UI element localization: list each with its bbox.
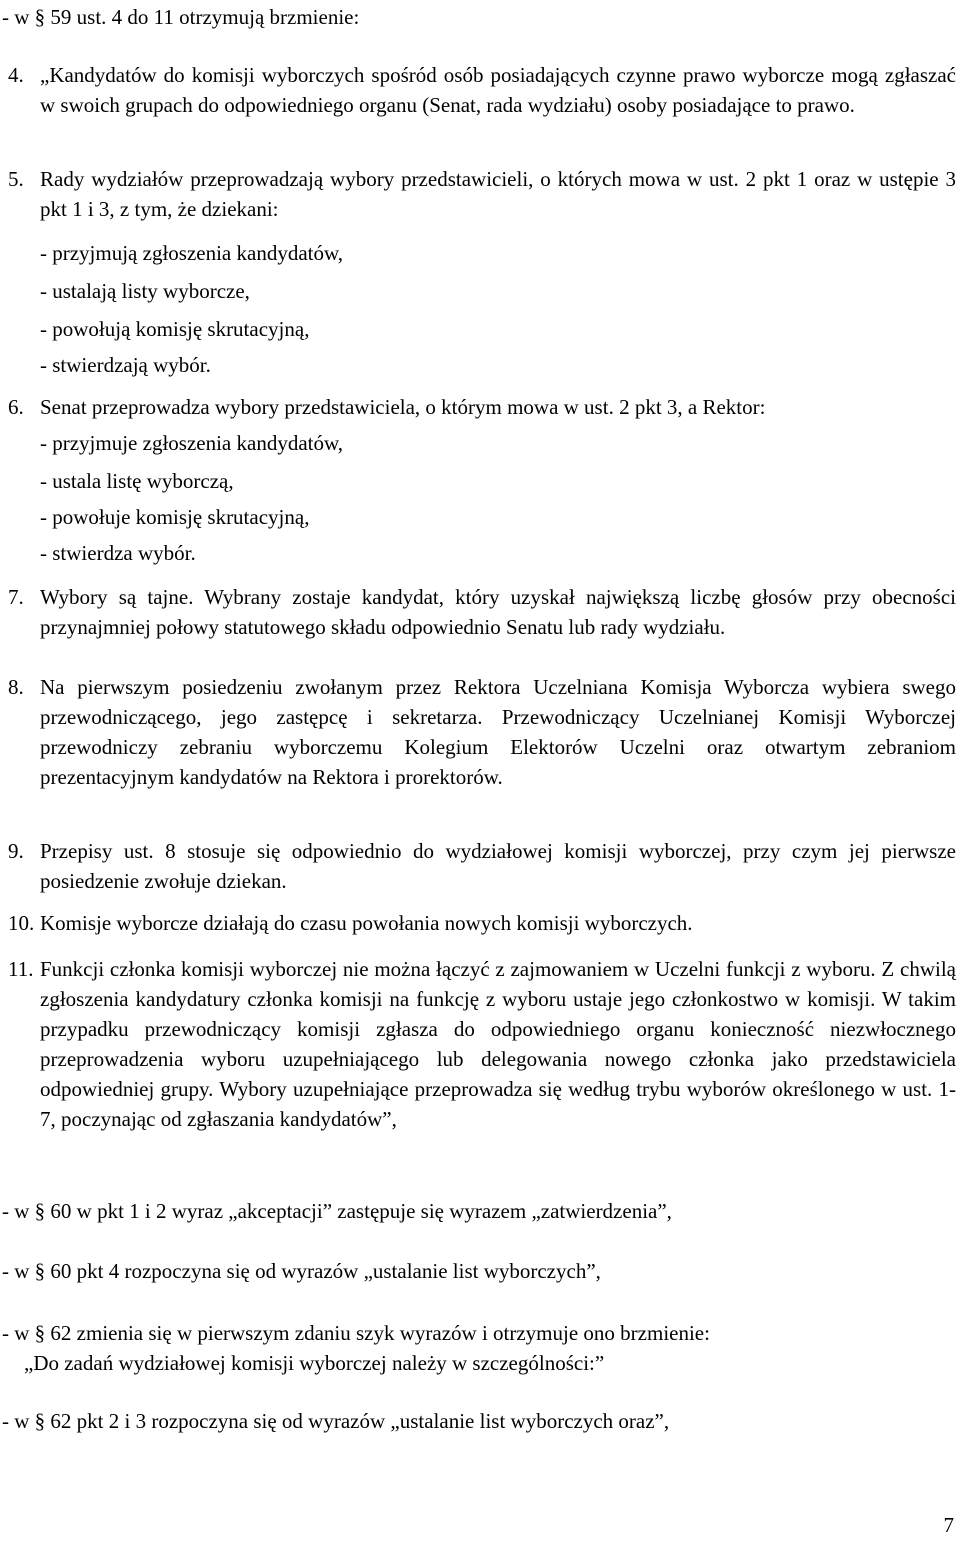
paragraph-number: 9. xyxy=(8,839,24,863)
list-item: - stwierdza wybór. xyxy=(40,541,196,565)
list-item: - przyjmują zgłoszenia kandydatów, xyxy=(40,241,344,265)
paragraph-7 xyxy=(8,582,956,642)
paragraph-11 xyxy=(8,954,956,1134)
amendment-line: - w § 62 zmienia się w pierwszym zdaniu szyk wyrazów i otrzymuje ono brzmienie: xyxy=(2,1321,710,1345)
amendment-line: - w § 62 pkt 2 i 3 rozpoczyna się od wyrazów „ustalanie list wyborczych oraz”, xyxy=(2,1409,670,1433)
paragraph-text: Rady wydziałów przeprowadzają wybory przedstawicieli, o których mowa w ust. 2 pkt 1 oraz w ustępie 3 pkt 1 i 3, z tym, że dziekani: xyxy=(40,167,956,221)
paragraph-text: Senat przeprowadza wybory przedstawiciela, o którym mowa w ust. 2 pkt 3, a Rektor: xyxy=(40,395,766,419)
paragraph-text: Wybory są tajne. Wybrany zostaje kandydat, który uzyskał największą liczbę głosów przy obecności przynajmniej połowy statutowego składu odpowiednio Senatu lub rady wydziału. xyxy=(40,585,956,639)
paragraph-number: 5. xyxy=(8,167,24,191)
list-item: - ustala listę wyborczą, xyxy=(40,469,234,493)
list-item: - stwierdzają wybór. xyxy=(40,353,211,377)
paragraph-text: Na pierwszym posiedzeniu zwołanym przez Rektora Uczelniana Komisja Wyborcza wybiera swego przewodniczącego, jego zastępcę i sekretarza. Przewodniczący Uczelnianej Komisji Wyborczej przewodniczy zebraniu wyborczemu Kolegium Elektorów Uczelni oraz otwartym zebraniom prezentacyjnym kandydatów na Rektora i prorektorów. xyxy=(40,675,956,789)
paragraph-number: 10. xyxy=(8,911,35,935)
list-item: - powołują komisję skrutacyjną, xyxy=(40,317,310,341)
paragraph-number: 6. xyxy=(8,395,24,419)
amendment-line: - w § 60 pkt 4 rozpoczyna się od wyrazów „ustalanie list wyborczych”, xyxy=(2,1259,601,1283)
amendment-quote: „Do zadań wydziałowej komisji wyborczej należy w szczególności:” xyxy=(24,1351,605,1375)
list-item: - powołuje komisję skrutacyjną, xyxy=(40,505,310,529)
paragraph-6 xyxy=(8,392,956,422)
paragraph-text: „Kandydatów do komisji wyborczych spośród osób posiadających czynne prawo wyborcze mogą zgłaszać w swoich grupach do odpowiedniego organu (Senat, rada wydziału) osoby posiadające to prawo. xyxy=(40,63,956,117)
paragraph-number: 8. xyxy=(8,675,24,699)
paragraph-9 xyxy=(8,836,956,896)
paragraph-number: 4. xyxy=(8,63,24,87)
list-item: - przyjmuje zgłoszenia kandydatów, xyxy=(40,431,344,455)
paragraph-4 xyxy=(8,60,956,120)
paragraph-5 xyxy=(8,164,956,224)
paragraph-text: Przepisy ust. 8 stosuje się odpowiednio do wydziałowej komisji wyborczej, przy czym jej pierwsze posiedzenie zwołuje dziekan. xyxy=(40,839,956,893)
intro-line: - w § 59 ust. 4 do 11 otrzymują brzmienie: xyxy=(2,5,360,29)
paragraph-number: 11. xyxy=(8,957,34,981)
paragraph-10 xyxy=(8,908,956,938)
paragraph-text: Funkcji członka komisji wyborczej nie można łączyć z zajmowaniem w Uczelni funkcji z wyboru. Z chwilą zgłoszenia kandydatury członka komisji na funkcję z wyboru ustaje jego członkostwo w komisji. W takim przypadku przewodniczący komisji zgłasza do odpowiedniego organu konieczność niezwłocznego przeprowadzenia wyboru uzupełniającego lub delegowania nowego członka jako przedstawiciela odpowiedniej grupy. Wybory uzupełniające przeprowadza się według trybu wyborów określonego w ust. 1-7, poczynając od zgłaszania kandydatów”, xyxy=(40,957,956,1131)
paragraph-8 xyxy=(8,672,956,792)
page-number: 7 xyxy=(943,1513,954,1537)
amendment-line: - w § 60 w pkt 1 i 2 wyraz „akceptacji” zastępuje się wyrazem „zatwierdzenia”, xyxy=(2,1199,672,1223)
paragraph-number: 7. xyxy=(8,585,24,609)
list-item: - ustalają listy wyborcze, xyxy=(40,279,250,303)
paragraph-text: Komisje wyborcze działają do czasu powołania nowych komisji wyborczych. xyxy=(40,911,693,935)
